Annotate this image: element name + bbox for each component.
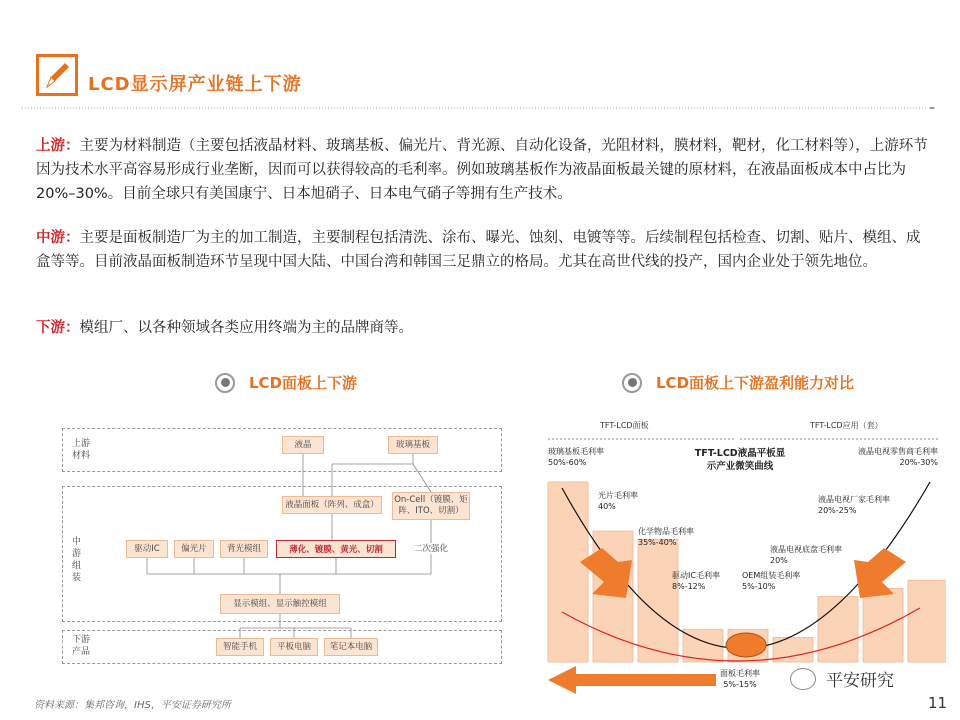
left-header-label: TFT-LCD面板: [600, 421, 649, 430]
value-label-4: 5%-15%: [723, 680, 757, 689]
category-label-3: 驱动IC毛利率: [672, 571, 720, 580]
category-label-4: 面板毛利率: [720, 669, 760, 678]
value-label-6: 20%: [770, 556, 788, 565]
category-label-2: 化学物品毛利率: [638, 527, 694, 536]
source-note: 资料来源：集邦咨询，IHS，平安证券研究所: [34, 700, 231, 711]
center-ellipse: [726, 633, 766, 657]
category-label-5: OEM组装毛利率: [742, 571, 801, 580]
chart-title-line1: TFT-LCD液晶平板显: [694, 448, 786, 459]
pencil-icon: [39, 57, 75, 93]
category-label-8: 液晶电视零售商毛利率: [858, 447, 938, 456]
wechat-icon: [790, 668, 816, 690]
value-label-5: 5%-10%: [742, 582, 776, 591]
right-section-title: LCD面板上下游盈利能力对比: [656, 374, 855, 392]
liquid-crystal-box: 液晶: [282, 436, 324, 454]
category-label-1: 光片毛利率: [598, 491, 638, 500]
group-down-label: 下游 产品: [72, 635, 91, 657]
midstream-paragraph: [36, 226, 932, 274]
page-title: LCD显示屏产业链上下游: [88, 74, 302, 95]
tablet-box: 平板电脑: [270, 638, 318, 656]
backlight-box: 背光模组: [220, 540, 268, 558]
wechat-brand: [790, 666, 894, 691]
secondary-strengthening-label: 二次强化: [414, 544, 449, 554]
polarizer-box: 偏光片: [174, 540, 214, 558]
value-label-3: 8%-12%: [672, 582, 706, 591]
bar-6: [818, 597, 858, 662]
midstream-label: 中游：: [36, 230, 80, 246]
bottom-left-arrow: [548, 666, 716, 694]
value-label-7: 20%-25%: [818, 506, 857, 515]
driver-ic-box: 驱动IC: [126, 540, 168, 558]
value-label-1: 40%: [598, 502, 616, 511]
supply-chain-diagram: [62, 424, 502, 664]
chart-title-line2: 示产业微笑曲线: [706, 461, 774, 472]
value-label-8: 20%-30%: [899, 458, 938, 467]
process-box: 薄化、镀膜、黄光、切割: [276, 540, 396, 558]
bar-8: [908, 580, 946, 662]
bar-0: [548, 482, 588, 662]
bar-7: [863, 588, 903, 662]
right-header-label: TFT-LCD应用（套）: [810, 421, 883, 430]
group-up-label: 上游 材料: [72, 439, 91, 461]
notebook-box: 笔记本电脑: [324, 638, 378, 656]
left-section-heading: [215, 372, 357, 393]
downstream-paragraph: [36, 316, 932, 340]
value-label-0: 50%-60%: [548, 458, 587, 467]
upstream-text: 主要为材料制造（主要包括液晶材料、玻璃基板、偏光片、背光源、自动化设备，光阻材料，膜材料，靶材，化工材料等），上游环节因为技术水平高容易形成行业垄断，因而可以获得较高的毛利率。例如玻璃基板作为液晶面板最关键的原材料，在液晶面板成本中占比为20%–30%。目前全球只有美国康宁、日本旭硝子、日本电气硝子等拥有生产技术。: [36, 138, 928, 202]
category-label-6: 液晶电视底盘毛利率: [770, 545, 842, 554]
category-label-7: 液晶电视厂家毛利率: [818, 495, 890, 504]
logo-pencil-icon: [36, 54, 78, 96]
downstream-text: 模组厂、以各种领域各类应用终端为主的品牌商等。: [79, 320, 413, 336]
on-cell-box: On-Cell（镀膜、矩阵、ITO、切割）: [392, 492, 470, 520]
right-section-heading: [622, 372, 854, 393]
downstream-label: 下游：: [36, 320, 80, 336]
display-module-box: 显示模组、显示触控模组: [220, 594, 340, 614]
brand-name: 平安研究: [826, 671, 894, 691]
upstream-label: 上游：: [36, 138, 80, 154]
group-mid-label: 中 游 组 装: [72, 537, 82, 583]
smile-curve-chart: [540, 412, 946, 696]
smartphone-box: 智能手机: [216, 638, 264, 656]
category-label-0: 玻璃基板毛利率: [548, 447, 604, 456]
bullet-radio-icon: [215, 373, 235, 393]
value-label-2: 35%-40%: [638, 538, 677, 547]
upstream-paragraph: [36, 134, 932, 206]
left-section-title: LCD面板上下游: [249, 374, 358, 392]
bar-2: [638, 539, 678, 662]
midstream-text: 主要是面板制造厂为主的加工制造，主要制程包括清洗、涂布、曝光、蚀刻、电镀等等。后续制程包括检查、切割、贴片、模组、成盒等等。目前液晶面板制造环节呈现中国大陆、中国台湾和韩国三足鼎立的格局。尤其在高世代线的投产，国内企业处于领先地位。: [36, 230, 921, 270]
bullet-radio-icon: [622, 373, 642, 393]
diagram-connectors: [62, 424, 502, 664]
glass-substrate-box: 玻璃基板: [388, 436, 438, 454]
lc-panel-box: 液晶面板（阵列、成盒）: [282, 496, 382, 514]
header-divider: [22, 107, 936, 109]
page-number: 11: [928, 694, 948, 712]
